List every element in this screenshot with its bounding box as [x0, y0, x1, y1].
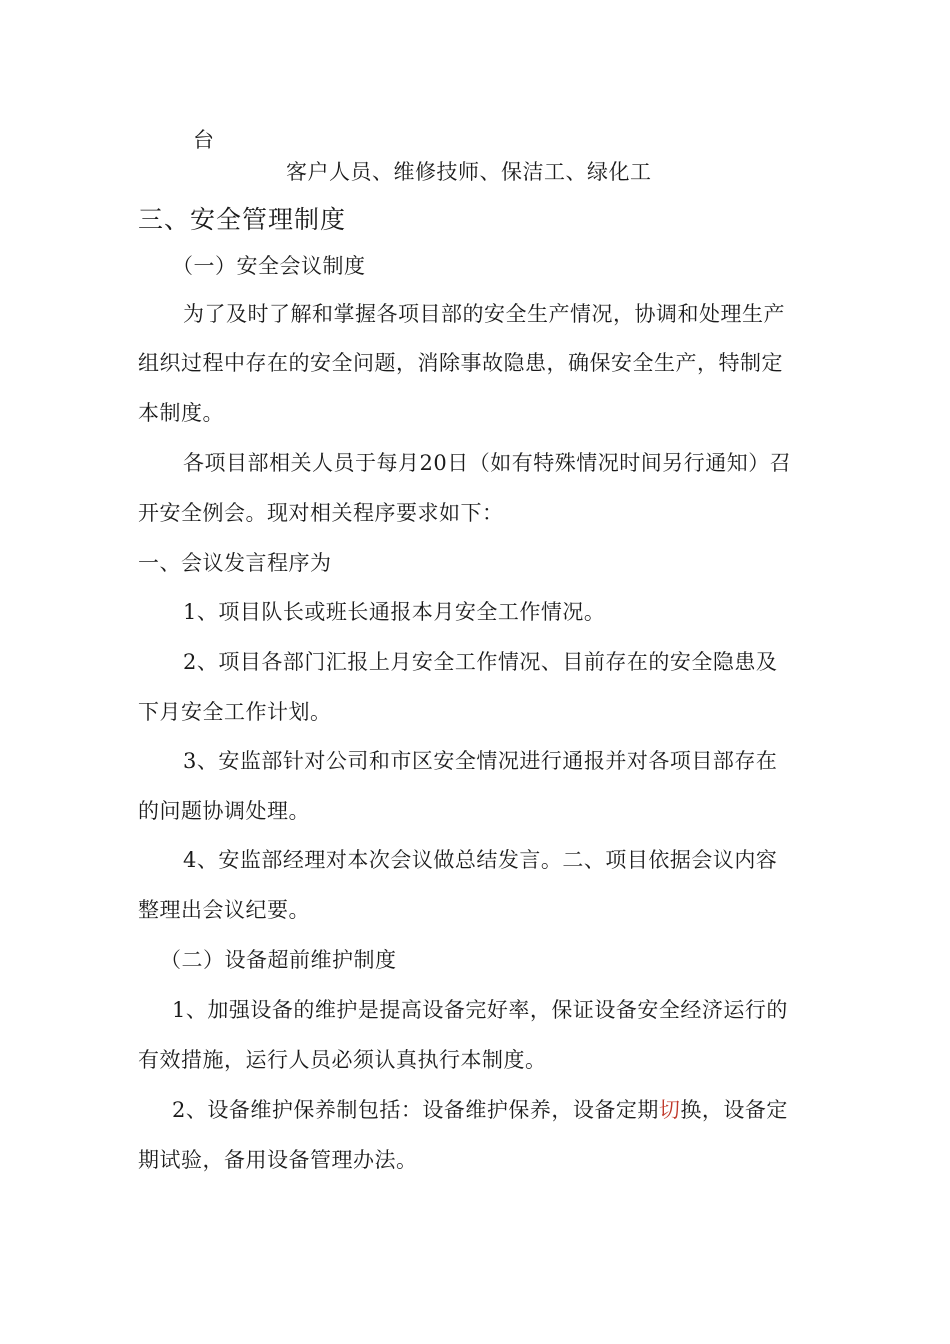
- list-item-continued: 整理出会议纪要。: [138, 898, 310, 922]
- paragraph-line: 组织过程中存在的安全问题，消除事故隐患，确保安全生产，特制定: [138, 351, 783, 375]
- paragraph-line: 各项目部相关人员于每月20日（如有特殊情况时间另行通知）召: [183, 451, 792, 475]
- section-title: 三、安全管理制度: [138, 205, 347, 234]
- list-item-continued: 下月安全工作计划。: [138, 700, 332, 724]
- fragment-text: 台: [193, 128, 215, 152]
- paragraph-line: 本制度。: [138, 401, 224, 425]
- subsection-title: （二）设备超前维护制度: [160, 948, 397, 972]
- list-item: 1、项目队长或班长通报本月安全工作情况。: [183, 600, 606, 624]
- list-item-continued: 的问题协调处理。: [138, 799, 310, 823]
- list-item: 3、安监部针对公司和市区安全情况进行通报并对各项目部存在: [183, 749, 778, 773]
- paragraph-text: 换，设备定: [680, 1098, 788, 1122]
- subsection-title: （一）安全会议制度: [172, 254, 366, 278]
- paragraph-line: 1、加强设备的维护是提高设备完好率，保证设备安全经济运行的: [172, 998, 788, 1022]
- list-item: 4、安监部经理对本次会议做总结发言。二、项目依据会议内容: [183, 848, 778, 872]
- paragraph-text: 2、设备维护保养制包括：设备维护保养，设备定期: [172, 1098, 659, 1122]
- paragraph-line: 为了及时了解和掌握各项目部的安全生产情况，协调和处理生产: [183, 302, 785, 326]
- paragraph-line: 期试验，备用设备管理办法。: [138, 1148, 418, 1172]
- highlighted-char: 切: [658, 1098, 681, 1122]
- staff-line: 客户人员、维修技师、保洁工、绿化工: [286, 160, 652, 184]
- paragraph-line: [172, 1096, 788, 1124]
- list-title: 一、会议发言程序为: [138, 551, 332, 575]
- paragraph-line: 有效措施，运行人员必须认真执行本制度。: [138, 1048, 547, 1072]
- list-item: 2、项目各部门汇报上月安全工作情况、目前存在的安全隐患及: [183, 650, 778, 674]
- paragraph-line: 开安全例会。现对相关程序要求如下：: [138, 501, 504, 525]
